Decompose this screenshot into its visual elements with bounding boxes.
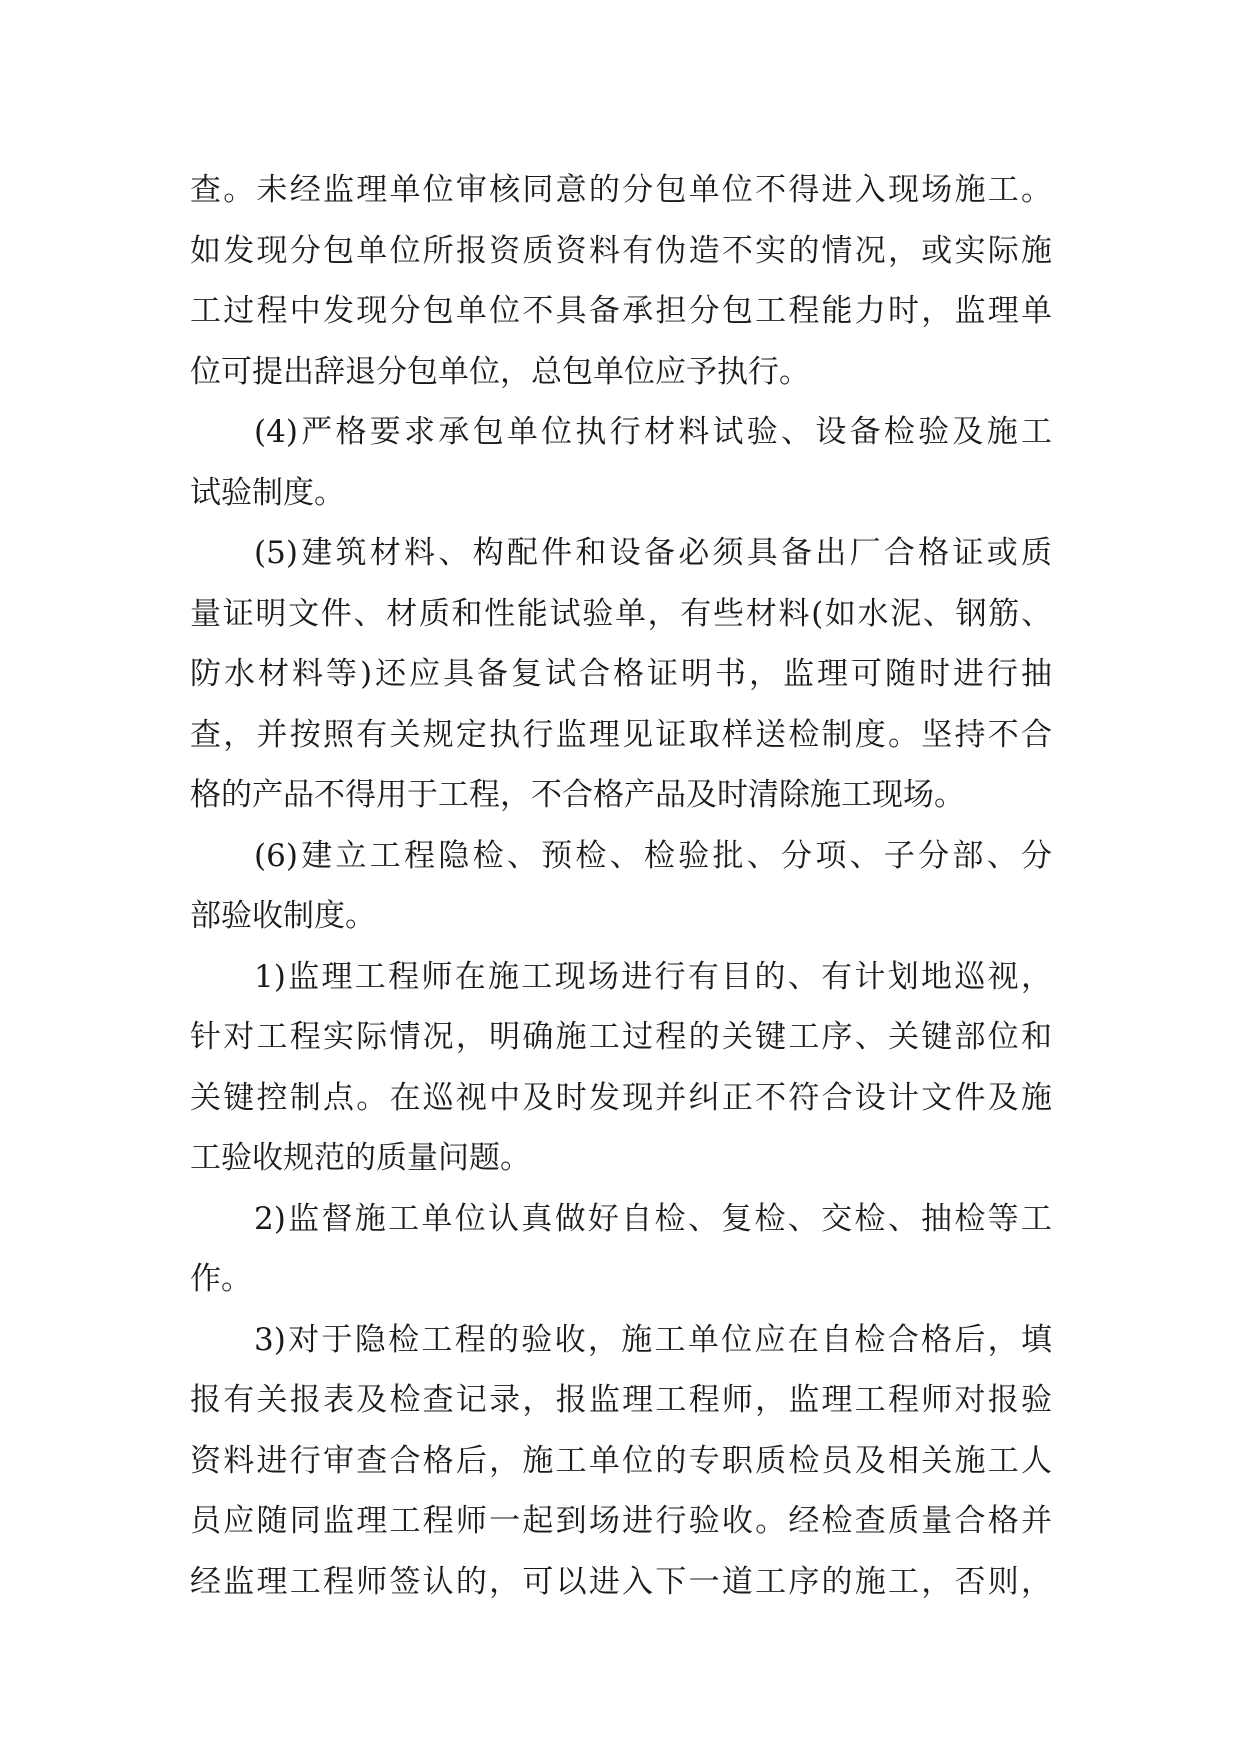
text-line: 2)监督施工单位认真做好自检、复检、交检、抽检等工 xyxy=(254,1200,1052,1237)
text-line: 防水材料等)还应具备复试合格证明书，监理可随时进行抽 xyxy=(190,656,1052,692)
text-line: (5)建筑材料、构配件和设备必须具备出厂合格证或质 xyxy=(254,535,1052,571)
text-line: 查，并按照有关规定执行监理见证取样送检制度。坚持不合 xyxy=(190,716,1052,753)
text-line: 格的产品不得用于工程，不合格产品及时清除施工现场。 xyxy=(190,777,965,813)
text-line: 试验制度。 xyxy=(190,474,345,511)
text-line: 工过程中发现分包单位不具备承担分包工程能力时，监理单 xyxy=(190,293,1052,329)
text-line: 量证明文件、材质和性能试验单，有些材料(如水泥、钢筋、 xyxy=(190,595,1052,632)
text-line: (4)严格要求承包单位执行材料试验、设备检验及施工 xyxy=(254,414,1052,450)
text-line: 3)对于隐检工程的验收，施工单位应在自检合格后，填 xyxy=(254,1321,1052,1358)
text-line: 作。 xyxy=(190,1261,252,1297)
text-line: 经监理工程师签认的，可以进入下一道工序的施工，否则， xyxy=(190,1563,1052,1600)
text-line: 针对工程实际情况，明确施工过程的关键工序、关键部位和 xyxy=(190,1019,1052,1055)
text-line: (6)建立工程隐检、预检、检验批、分项、子分部、分 xyxy=(254,837,1052,874)
text-line: 报有关报表及检查记录，报监理工程师，监理工程师对报验 xyxy=(190,1382,1052,1418)
text-line: 位可提出辞退分包单位，总包单位应予执行。 xyxy=(190,353,810,390)
document-body xyxy=(190,160,1052,1612)
text-line: 资料进行审查合格后，施工单位的专职质检员及相关施工人 xyxy=(190,1442,1052,1479)
text-line: 关键控制点。在巡视中及时发现并纠正不符合设计文件及施 xyxy=(190,1079,1052,1116)
text-line: 员应随同监理工程师一起到场进行验收。经检查质量合格并 xyxy=(190,1503,1052,1539)
text-line: 如发现分包单位所报资质资料有伪造不实的情况，或实际施 xyxy=(190,232,1052,269)
text-line: 部验收制度。 xyxy=(190,898,376,934)
text-line: 查。未经监理单位审核同意的分包单位不得进入现场施工。 xyxy=(190,172,1052,208)
text-line: 工验收规范的质量问题。 xyxy=(190,1140,531,1176)
text-line: 1)监理工程师在施工现场进行有目的、有计划地巡视， xyxy=(254,958,1052,995)
